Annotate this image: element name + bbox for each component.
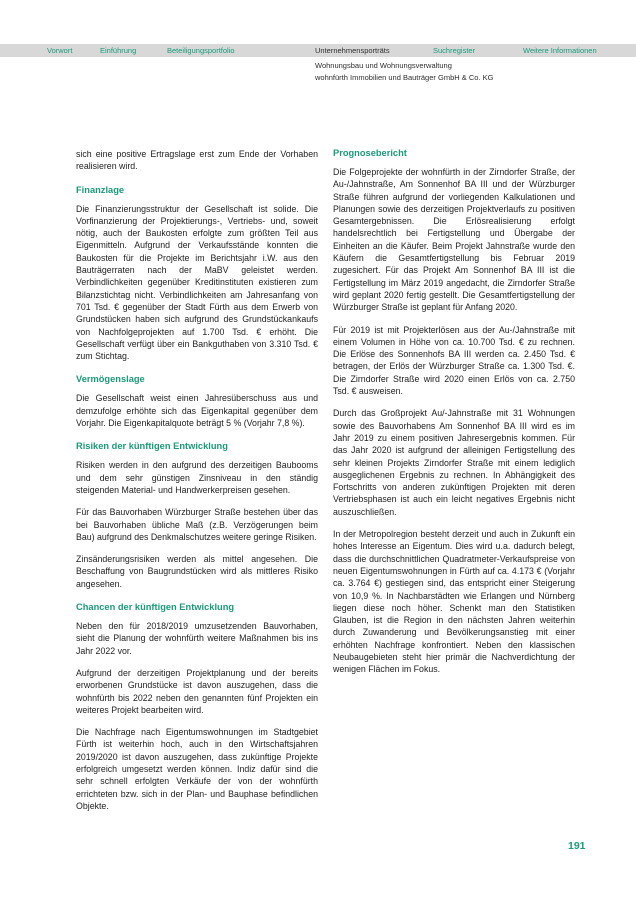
paragraph: Aufgrund der derzeitigen Projektplanung und der bereits erworbenen Grundstücke ist davon auszugehen, dass die wohnfürth bis 2022 neben den genannten fünf Projekten ein weiteres Projekt bearbeiten wird. — [76, 667, 318, 715]
paragraph: Die Nachfrage nach Eigentumswohnungen im Stadtgebiet Fürth ist weiterhin hoch, auch in den Wirtschaftsjahren 2019/2020 ist davon auszugehen, dass zukünftige Projekte erfolgreich umgesetzt werden können. Indiz dafür sind die sehr schnell erfolgten Verkäufe der von der wohnfürth errichteten bzw. sich in der Plan- und Bauphase befindlichen Objekte. — [76, 727, 318, 811]
left-column — [76, 148, 318, 822]
section-heading: Chancen der künftigen Entwicklung — [76, 602, 235, 613]
paragraph: Die Finanzierungsstruktur der Gesellschaft ist solide. Die Vorfinanzierung der Projektierungs-, Vertriebs- und, soweit nötig, auch der Baukosten erfolgte zum größten Teil aus Eigenmitteln. Aufgrund der Verkaufsstände konnten die Baukosten für die Projekte im Berichtsjahr i.W. aus den Bauträgerraten nach der MaBV geleistet werden. Verbindlichkeiten gegenüber Kreditinstituten existieren zum Bilanzstichtag nicht. Verbindlichkeiten am Jahresanfang von 701 Tsd. € gegenüber der Stadt Fürth aus dem Erwerb von Grundstücken haben sich aufgrund des Grundstückankaufs von Nachfolgeprojekten auf 1.700 Tsd. € erhöht. Die Gesellschaft verfügt über ein Bankguthaben von 3.310 Tsd. € zum Stichtag. — [76, 203, 318, 362]
page-number: 191 — [568, 840, 586, 852]
nav-item-weitere-informationen[interactable]: Weitere Informationen — [523, 46, 597, 55]
nav-item-unternehmensportraets[interactable]: Unternehmensporträts — [315, 46, 390, 55]
paragraph: Risiken werden in den aufgrund des derzeitigen Baubooms und dem sehr günstigen Zinsniveau in den ständig steigenden Material- und Handwerkerpreisen gesehen. — [76, 460, 318, 495]
nav-item-einfuehrung[interactable]: Einführung — [100, 46, 137, 55]
paragraph: Neben den für 2018/2019 umzusetzenden Bauvorhaben, sieht die Planung der wohnfürth weitere Maßnahmen bis ins Jahr 2022 vor. — [76, 621, 318, 656]
paragraph: sich eine positive Ertragslage erst zum Ende der Vorhaben realisieren wird. — [76, 149, 318, 172]
paragraph: Die Folgeprojekte der wohnfürth in der Zirndorfer Straße, der Au-/Jahnstraße, Am Sonnenhof BA III und der Würzburger Straße führen aufgrund der vorliegenden Kalkulationen und Planungen sowie des derzeitigen Projektverlaufs zu positiven Gesamtergebnissen. Die Erlösrealisierung erfolgt handelsrechtlich bei Fertigstellung und Übergabe der Einheiten an die Käufer. Beim Projekt Jahnstraße wurde den Käufern die Gesamtfertigstellung bis Februar 2019 zugesichert. Für das Projekt Am Sonnenhof BA III ist die Fertigstellung im März 2019 angedacht, die Zirndorfer Straße wird geplant 2020 fertig gestellt. Die Gesamtfertigstellung der Würzburger Straße ist geplant für Anfang 2020. — [333, 167, 575, 313]
running-header — [315, 60, 493, 83]
section-heading: Prognosebericht — [333, 148, 407, 158]
paragraph: Für 2019 ist mit Projekterlösen aus der Au-/Jahnstraße mit einem Volumen in Höhe von ca. 10.700 Tsd. € zu rechnen. Die Erlöse des Sonnenhofs BA III werden ca. 2.450 Tsd. € betragen, der Erlös der Würzburger Straße ca. 1.300 Tsd. €. Die Zirndorfer Straße wird 2020 einen Erlös von ca. 2.750 Tsd. € ausweisen. — [333, 324, 575, 397]
running-header-company: wohnfürth Immobilien und Bauträger GmbH & Co. KG — [315, 72, 494, 82]
running-header-category: Wohnungsbau und Wohnungsverwaltung — [315, 61, 452, 70]
nav-item-vorwort[interactable]: Vorwort — [47, 46, 73, 55]
top-nav-bar — [0, 44, 636, 57]
section-heading: Vermögenslage — [76, 374, 145, 385]
nav-item-beteiligungsportfolio[interactable]: Beteiligungsportfolio — [167, 46, 235, 55]
paragraph: Für das Bauvorhaben Würzburger Straße bestehen über das bei Bauvorhaben übliche Maß (z.B. Verzögerungen beim Bau) aufgrund des Denkmalschutzes weitere geringe Risiken. — [76, 507, 318, 542]
section-heading: Finanzlage — [76, 184, 125, 195]
paragraph: Durch das Großprojekt Au/-Jahnstraße mit 31 Wohnungen sowie des Bauvorhabens Am Sonnenhof BA III wird es im Jahr 2019 zu einem positiven Jahresergebnis kommen. Für das Jahr 2020 ist aufgrund der alleinigen Fertigstellung des sehr kleinen Projekts Zirndorfer Straße mit einem lediglich ausgeglichenen Ergebnis zu rechnen. In Abhängigkeit des Fortschritts von anderen zukünftigen Projekten mit deren Vertriebsphasen ist auch ein leicht negatives Ergebnis nicht auszuschließen. — [333, 408, 575, 517]
right-column — [333, 148, 575, 686]
section-heading: Risiken der künftigen Entwicklung — [76, 441, 228, 452]
nav-item-suchregister[interactable]: Suchregister — [433, 46, 476, 55]
paragraph: Die Gesellschaft weist einen Jahresüberschuss aus und demzufolge erhöhte sich das Eigenkapital gegenüber dem Vorjahr. Die Eigenkapitalquote beträgt 5 % (Vorjahr 7,8 %). — [76, 393, 318, 429]
paragraph: Zinsänderungsrisiken werden als mittel angesehen. Die Beschaffung von Baugrundstücken wird als mittleres Risiko angesehen. — [76, 554, 318, 589]
paragraph: In der Metropolregion besteht derzeit und auch in Zukunft ein hohes Interesse an Eigentum. Dies wird u.a. dadurch belegt, dass die durchschnittlichen Quadratmeter-Verkaufspreise von neuen Eigentumswohnungen in Fürth auf ca. 4.173 € (Vorjahr ca. 3.764 €) gestiegen sind, das entspricht einer Steigerung von 10,9 %. In Nachbarstädten wie Erlangen und Nürnberg liegen diese noch höher. Schenkt man den Statistiken Glauben, ist die Region in den nächsten Jahren weiterhin durch Zuwanderung und Bevölkerungsanstieg mit einer erhöhten Nachfrage konfrontiert. Neben den klassischen Neubaugebieten steht hier primär die Nachverdichtung der wenigen Flächen im Fokus. — [333, 529, 575, 675]
